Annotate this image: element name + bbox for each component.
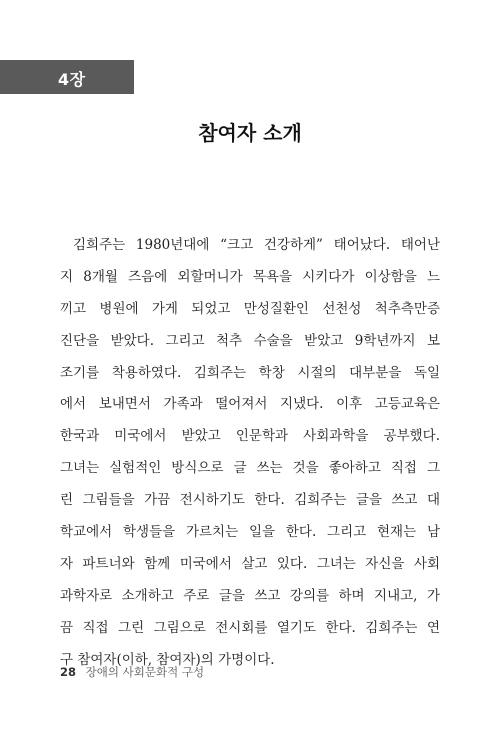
page-title: 참여자 소개 bbox=[198, 121, 302, 145]
body-line: 학교에서 학생들을 가르치는 일을 한다. 그리고 현재는 남 bbox=[60, 524, 440, 541]
body-line: 김희주는 1980년대에 “크고 건강하게” 태어났다. 태어난 bbox=[73, 237, 440, 253]
running-title: 장애의 사회문화적 구성 bbox=[85, 665, 205, 679]
body-line: 자 파트너와 함께 미국에서 살고 있다. 그녀는 자신을 사회 bbox=[60, 555, 440, 572]
body-line: 그녀는 실험적인 방식으로 글 쓰는 것을 좋아하고 직접 그 bbox=[60, 460, 440, 477]
body-line: 한국과 미국에서 받았고 인문학과 사회과학을 공부했다. bbox=[60, 428, 440, 445]
chapter-band bbox=[0, 60, 134, 94]
body-line: 린 그림들을 가끔 전시하기도 한다. 김희주는 글을 쓰고 대 bbox=[60, 492, 440, 509]
chapter-label: 4장 bbox=[58, 70, 86, 89]
body-line: 조기를 착용하였다. 김희주는 학창 시절의 대부분을 독일 bbox=[60, 364, 440, 381]
body-line: 과학자로 소개하고 주로 글을 쓰고 강의를 하며 지내고, 가 bbox=[60, 587, 440, 604]
body-line: 지 8개월 즈음에 외할머니가 목욕을 시키다가 이상함을 느 bbox=[60, 268, 440, 285]
body-line: 끔 직접 그린 그림으로 전시회를 열기도 한다. 김희주는 연 bbox=[60, 619, 440, 636]
body-line: 에서 보내면서 가족과 떨어져서 지냈다. 이후 고등교육은 bbox=[60, 396, 440, 413]
body-paragraph bbox=[60, 230, 440, 676]
page-number: 28 bbox=[60, 665, 77, 679]
body-line: 진단을 받았다. 그리고 척추 수술을 받았고 9학년까지 보 bbox=[60, 332, 440, 349]
body-line: 구 참여자(이하, 참여자)의 가명이다. bbox=[60, 651, 275, 668]
body-line: 끼고 병원에 가게 되었고 만성질환인 선천성 척추측만증 bbox=[60, 300, 440, 317]
page-footer bbox=[60, 664, 204, 680]
